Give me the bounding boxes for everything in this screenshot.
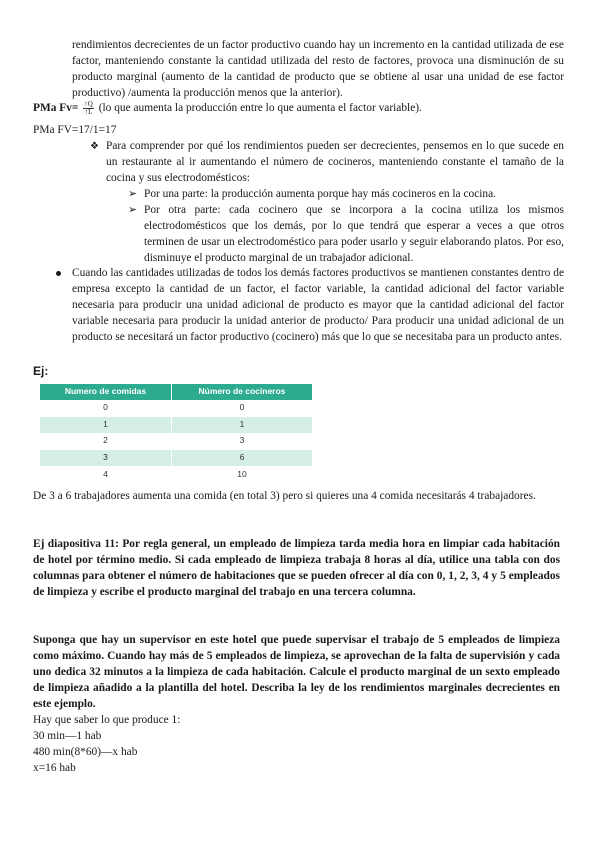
dot-item-text: Cuando las cantidades utilizadas de todos los demás factores productivos se mantienen constantes dentro de empresa excepto la cantidad de un factor, el factor variable, la cantidad adicional del factor variable necesaria para producir una unidad adicional de producto es mayor que la cantidad adicional del factor variable necesaria para producir la unidad anterior de producto/ Para producir una unidad adicional de un producto se necesitará un factor productivo (cocinero) más que lo que se necesitaba para un producto antes. bbox=[72, 267, 564, 343]
arrow-item-text: Por una parte: la producción aumenta porque hay más cocineros en la cocina. bbox=[144, 188, 497, 200]
arrow-list-item bbox=[128, 187, 564, 203]
diamond-list-item bbox=[90, 139, 564, 187]
diamond-item-text: Para comprender por qué los rendimientos pueden ser decrecientes, pensemos en lo que sucede en un restaurante al ir aumentando el número de cocineros, manteniendo constante el tamaño de la cocina y sus electrodomésticos: bbox=[106, 140, 564, 184]
table-cell: 1 bbox=[40, 417, 171, 434]
table-row bbox=[40, 466, 312, 483]
pma-fraction bbox=[83, 101, 94, 116]
intro-paragraph: rendimientos decrecientes de un factor productivo cuando hay un incremento en la cantidad utilizada de ese factor, manteniendo constante la cantidad utilizada del resto de factores, provoca una disminución de su producto marginal (aumento de la cantidad de producto que se obtiene al usar una unidad de ese factor productivo) /aumenta la producción menos que la anterior). bbox=[72, 39, 564, 99]
diamond-bullet-icon: ❖ bbox=[90, 141, 99, 152]
arrow-bullet-icon: ➢ bbox=[128, 188, 138, 200]
exercise-slide-11: Ej diapositiva 11: Por regla general, un empleado de limpieza tarda media hora en limpiar cada habitación de hotel por término medio. Si cada empleado de limpieza trabaja 8 horas al día, utilice una tabla con dos columnas para obtener el número de habitaciones que se pueden ofrecer al día con 0, 1, 2, 3, 4 y 5 empleados de limpieza y escribe el producto marginal del trabajo en una tercera columna. bbox=[33, 538, 560, 598]
table-cell: 0 bbox=[40, 400, 171, 417]
arrow-item-text: Por otra parte: cada cocinero que se incorpora a la cocina utiliza los mismos electrodomésticos que los demás, por lo que tendrá que esperar a veces a que otros terminen de usar un electrodoméstico para poder usarlo y seguir elaborando platos. Por eso, disminuye el producto marginal de un trabajador adicional. bbox=[144, 204, 564, 264]
table-cell: 3 bbox=[40, 450, 171, 467]
working-line: Hay que saber lo que produce 1: bbox=[33, 714, 181, 726]
pma-formula-explanation: (lo que aumenta la producción entre lo que aumenta el factor variable). bbox=[98, 102, 422, 115]
working-line: 30 min—1 hab bbox=[33, 730, 102, 742]
pma-formula-label: PMa Fv= bbox=[33, 102, 79, 115]
table-header-row bbox=[40, 384, 312, 400]
exercise-supervisor: Suponga que hay un supervisor en este hotel que puede supervisar el trabajo de 5 empleados de limpieza como máximo. Cuando hay más de 5 empleados de limpieza, se aprovechan de la falta de supervisión y cada uno dedica 32 minutos a la limpieza de cada habitación. Calcule el producto marginal de un sexto empleado de limpieza añadido a la plantilla del hotel. Describa la ley de los rendimientos marginales decrecientes en este ejemplo. bbox=[33, 634, 560, 710]
arrow-list-item bbox=[128, 203, 564, 267]
meals-cooks-table bbox=[40, 384, 312, 483]
example-label: Ej: bbox=[33, 364, 49, 378]
table-note: De 3 a 6 trabajadores aumenta una comida (en total 3) pero si quieres una 4 comida necesitarás 4 trabajadores. bbox=[33, 490, 536, 502]
arrow-bullet-icon: ➢ bbox=[128, 204, 138, 216]
pma-formula bbox=[33, 101, 422, 117]
table-cell: 2 bbox=[40, 433, 171, 450]
table-cell: 4 bbox=[40, 466, 171, 483]
table-cell: 1 bbox=[171, 417, 312, 434]
pma-fraction-denominator: ↑L bbox=[84, 108, 93, 116]
table-row bbox=[40, 417, 312, 434]
pma-calculation: PMa FV=17/1=17 bbox=[33, 124, 117, 136]
table-row bbox=[40, 450, 312, 467]
table-cell: 3 bbox=[171, 433, 312, 450]
table-cell: 6 bbox=[171, 450, 312, 467]
pma-fraction-numerator: ↑Q bbox=[84, 100, 93, 108]
table-header-meals: Numero de comidas bbox=[40, 384, 171, 400]
dot-bullet-icon bbox=[56, 271, 61, 276]
working-line: 480 min(8*60)—x hab bbox=[33, 746, 138, 758]
table-row bbox=[40, 433, 312, 450]
table-row bbox=[40, 400, 312, 417]
table-cell: 10 bbox=[171, 466, 312, 483]
table-cell: 0 bbox=[171, 400, 312, 417]
working-line: x=16 hab bbox=[33, 762, 76, 774]
dot-list-item bbox=[56, 266, 564, 346]
table-header-cooks: Número de cocineros bbox=[171, 384, 312, 400]
